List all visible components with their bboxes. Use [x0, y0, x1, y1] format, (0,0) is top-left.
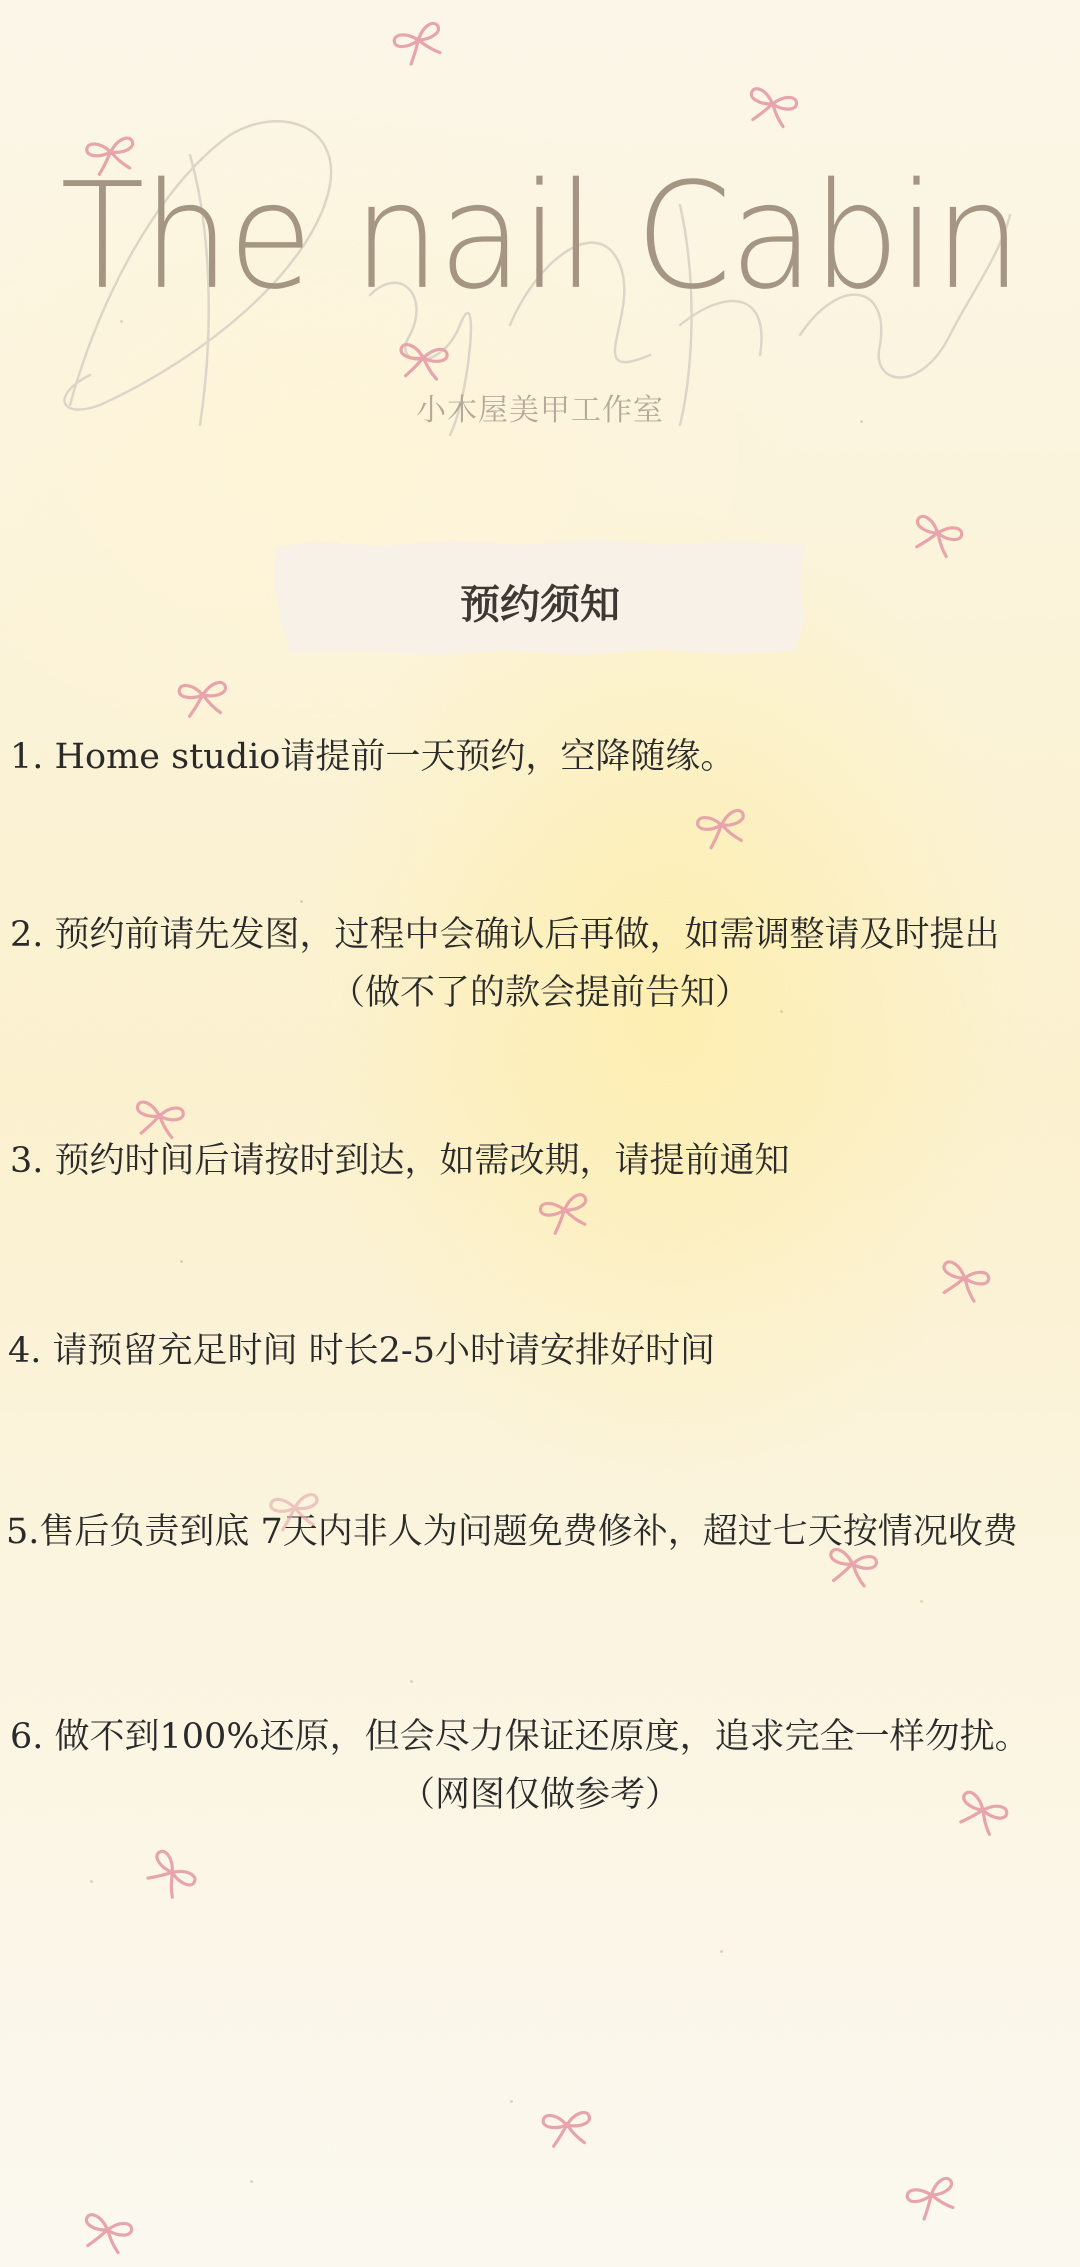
- bow-icon: [899, 2167, 965, 2227]
- bow-icon: [129, 1092, 190, 1145]
- rule-3-text: 3. 预约时间后请按时到达，如需改期，请提前通知: [10, 1141, 790, 1181]
- rule-2-text: 2. 预约前请先发图，过程中会确认后再做，如需调整请及时提出: [10, 915, 1000, 955]
- rule-2-note: （做不了的款会提前告知）: [329, 973, 750, 1013]
- rule-4-text: 4. 请预留充足时间 时长2-5小时请安排好时间: [8, 1331, 716, 1371]
- rule-5-text: 5.售后负责到底 7天内非人为问题免费修补，超过七天按情况收费: [6, 1512, 1018, 1552]
- bow-icon: [533, 1184, 597, 1240]
- rule-5: [6, 1503, 1080, 1561]
- bow-icon: [904, 505, 970, 565]
- bow-icon: [136, 1840, 206, 1908]
- rule-4: [8, 1322, 1080, 1380]
- bow-icon: [538, 2103, 596, 2152]
- rule-6-text: 6. 做不到100%还原，但会尽力保证还原度，追求完全一样勿扰。: [10, 1717, 1030, 1757]
- bow-icon: [174, 673, 232, 722]
- rule-6-note: （网图仅做参考）: [399, 1775, 680, 1815]
- bow-icon: [75, 2204, 139, 2260]
- rule-1: [10, 728, 1080, 786]
- bow-icon: [691, 800, 753, 854]
- notice-heading: 预约须知: [460, 582, 620, 628]
- bow-icon: [932, 1251, 997, 1310]
- bow-icon: [81, 128, 142, 181]
- rule-2: [0, 906, 1080, 1022]
- rule-1-text: 1. Home studio请提前一天预约，空降随缘。: [10, 737, 736, 777]
- rule-6: [0, 1708, 1080, 1824]
- bow-icon: [265, 1484, 325, 1535]
- brand-title: The nail Cabin: [60, 151, 1020, 322]
- brand-subtitle: 小木屋美甲工作室: [416, 393, 664, 428]
- bow-icon: [393, 334, 453, 385]
- bow-icon: [386, 12, 452, 72]
